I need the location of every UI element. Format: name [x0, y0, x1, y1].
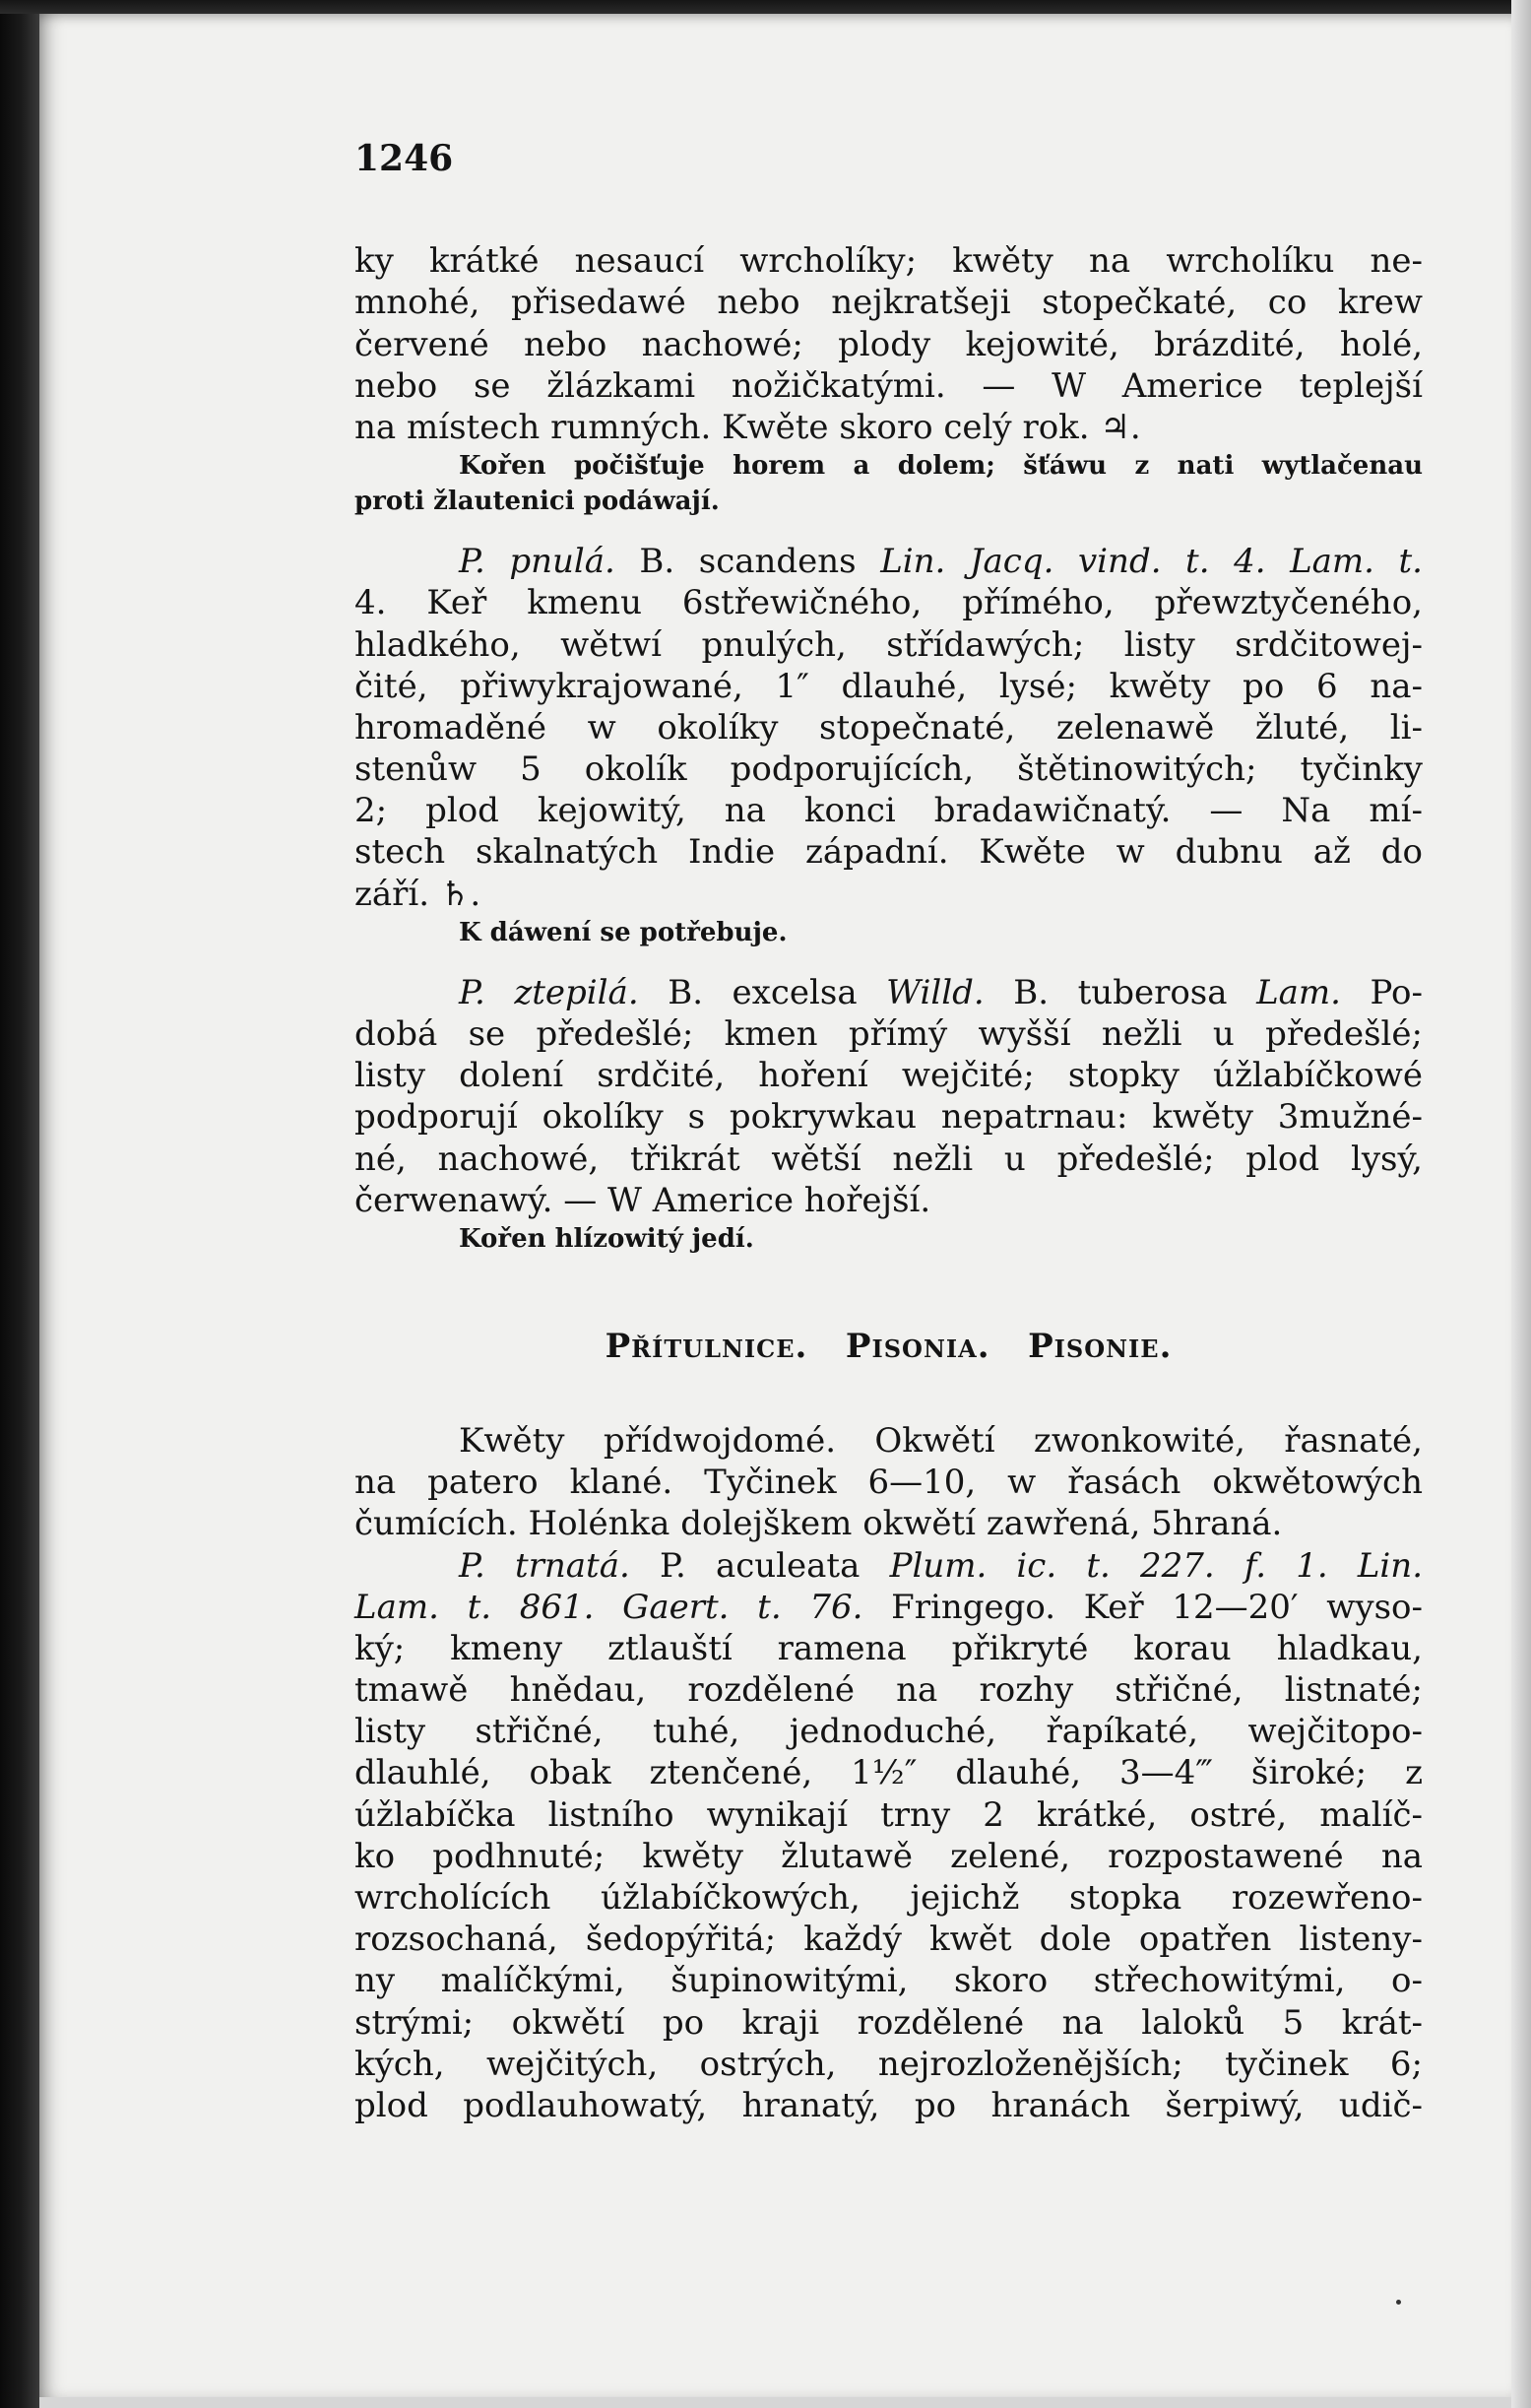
scan-top-shadow: [0, 0, 1531, 14]
author: Lin.: [880, 542, 946, 582]
text-line: tmawě hnědau, rozdělené na rozhy střičné, listnaté;: [354, 1670, 1423, 1711]
text-line: stech skalnatých Indie západní. Kwěte w dubnu až do: [354, 832, 1423, 873]
text-line: mnohé, přisedawé nebo nejkratšeji stopečkaté, co krew: [354, 283, 1423, 323]
usage-note-line: Kořen počišťuje horem a dolem; šťáwu z nati wytlačenau: [459, 451, 1423, 482]
page-number: 1246: [354, 138, 454, 179]
page-text-block: [354, 138, 1423, 2126]
species-name: P. pnulá.: [459, 542, 615, 582]
ink-speck: [1396, 2300, 1401, 2305]
text-line: rozsochaná, šedopýřitá; každý kwět dole opatřen listeny-: [354, 1920, 1423, 1960]
usage-note-line: K dáwení se potřebuje.: [459, 917, 788, 947]
text-line: hladkého, wětwí pnulých, střídawých; listy srdčitowej-: [354, 624, 1423, 665]
usage-note-line: proti žlautenici podáwají.: [354, 487, 720, 517]
text-line: plod podlauhowatý, hranatý, po hranách šerpiwý, udič-: [354, 2085, 1423, 2125]
text-line: září. ♄.: [354, 874, 481, 914]
text-line: ny malíčkými, šupinowitými, skoro střechowitými, o-: [354, 1961, 1423, 2001]
reference: Jacq. vind. t. 4.: [969, 542, 1266, 582]
text-line: listy střičné, tuhé, jednoduché, řapíkaté, wejčitopo-: [354, 1712, 1423, 1752]
text-line: ky krátké nesaucí wrcholíky; kwěty na wrcholíku ne-: [354, 241, 1423, 282]
reference: Lam. t.: [1290, 542, 1423, 582]
synonym: B. excelsa: [668, 972, 858, 1012]
text-line: čité, přiwykrajowané, 1″ dlauhé, lysé; kwěty po 6 na-: [354, 666, 1423, 706]
text-line: červené nebo nachowé; plody kejowité, brázdité, holé,: [354, 324, 1423, 364]
text-line: strými; okwětí po kraji rozdělené na laloků 5 krát-: [354, 2002, 1423, 2043]
text-line: úžlabíčka listního wynikají trny 2 krátké, ostré, malíč-: [354, 1794, 1423, 1835]
genus-description-line: Kwěty přídwojdomé. Okwětí zwonkowité, řasnaté,: [459, 1420, 1423, 1461]
text-line: kých, wejčitých, ostrých, nejrozloženějších; tyčinek 6;: [354, 2044, 1423, 2084]
genus-name-alt: Pisonie.: [1028, 1326, 1173, 1366]
text-line: nebo se žlázkami nožičkatými. — W Americe teplejší: [354, 365, 1423, 406]
synonym: P. aculeata: [659, 1545, 861, 1586]
text-line: [354, 1587, 1423, 1628]
species-entry-header: [354, 1545, 1423, 1587]
synonym: B. scandens: [639, 542, 857, 582]
synonym: B. tuberosa: [1013, 972, 1228, 1012]
genus-heading: [354, 1326, 1423, 1385]
text-line: ký; kmeny ztlauští ramena přikryté korau hladkau,: [354, 1628, 1423, 1668]
reference: Lam. t. 861. Gaert. t. 76.: [354, 1587, 863, 1627]
genus-name-latin: Pisonia.: [845, 1326, 990, 1366]
text-line: na místech rumných. Kwěte skoro celý rok. ♃.: [354, 407, 1141, 447]
text-line: wrcholících úžlabíčkowých, jejichž stopka rozewřeno-: [354, 1878, 1423, 1919]
text-line: čerwenawý. — W Americe hořejší.: [354, 1180, 931, 1220]
author: Lin.: [1357, 1545, 1424, 1586]
text-line: listy dolení srdčité, hoření wejčité; stopky úžlabíčkowé: [354, 1056, 1423, 1096]
species-entry-header: [354, 541, 1423, 582]
paragraph-continuation: [354, 240, 1423, 448]
author: Willd.: [886, 972, 985, 1012]
usage-note-line: Kořen hlízowitý jedí.: [459, 1223, 754, 1254]
reference: Plum. ic. t. 227. f. 1.: [889, 1545, 1328, 1586]
scan-left-shadow: [0, 0, 39, 2408]
genus-description-line: na patero klané. Tyčinek 6—10, w řasách okwětowých: [354, 1463, 1423, 1503]
text-fragment: Po-: [1370, 972, 1424, 1012]
text-line: 2; plod kejowitý, na konci bradawičnatý. — Na mí-: [354, 791, 1423, 831]
genus-description-line: čumících. Holénka dolejškem okwětí zawřená, 5hraná.: [354, 1504, 1283, 1544]
text-line: dobá se předešlé; kmen přímý wyšší nežli u předešlé;: [354, 1014, 1423, 1055]
text-line: ko podhnuté; kwěty žlutawě zelené, rozpostawené na: [354, 1836, 1423, 1876]
species-name: P. trnatá.: [459, 1545, 630, 1586]
text-line: podporují okolíky s pokrywkau nepatrnau: kwěty 3mužné-: [354, 1097, 1423, 1138]
scan-right-edge: [1511, 0, 1531, 2408]
author: Lam.: [1256, 972, 1341, 1012]
text-line: stenůw 5 okolík podporujících, štětinowitých; tyčinky: [354, 749, 1423, 790]
text-line: né, nachowé, třikrát wětší nežli u předešlé; plod lysý,: [354, 1139, 1423, 1179]
species-entry-header: [354, 972, 1423, 1013]
text-line: 4. Keř kmenu 6střewičného, přímého, přewztyčeného,: [354, 583, 1423, 623]
text-line: dlauhlé, obak ztenčené, 1½″ dlauhé, 3—4‴ široké; z: [354, 1753, 1423, 1793]
genus-name-czech: Přítulnice.: [605, 1326, 808, 1366]
text-line: hromaděné w okolíky stopečnaté, zelenawě žluté, li-: [354, 707, 1423, 748]
species-name: P. ztepilá.: [459, 972, 639, 1012]
text-fragment: Fringego. Keř 12—20′ wyso-: [891, 1587, 1423, 1627]
